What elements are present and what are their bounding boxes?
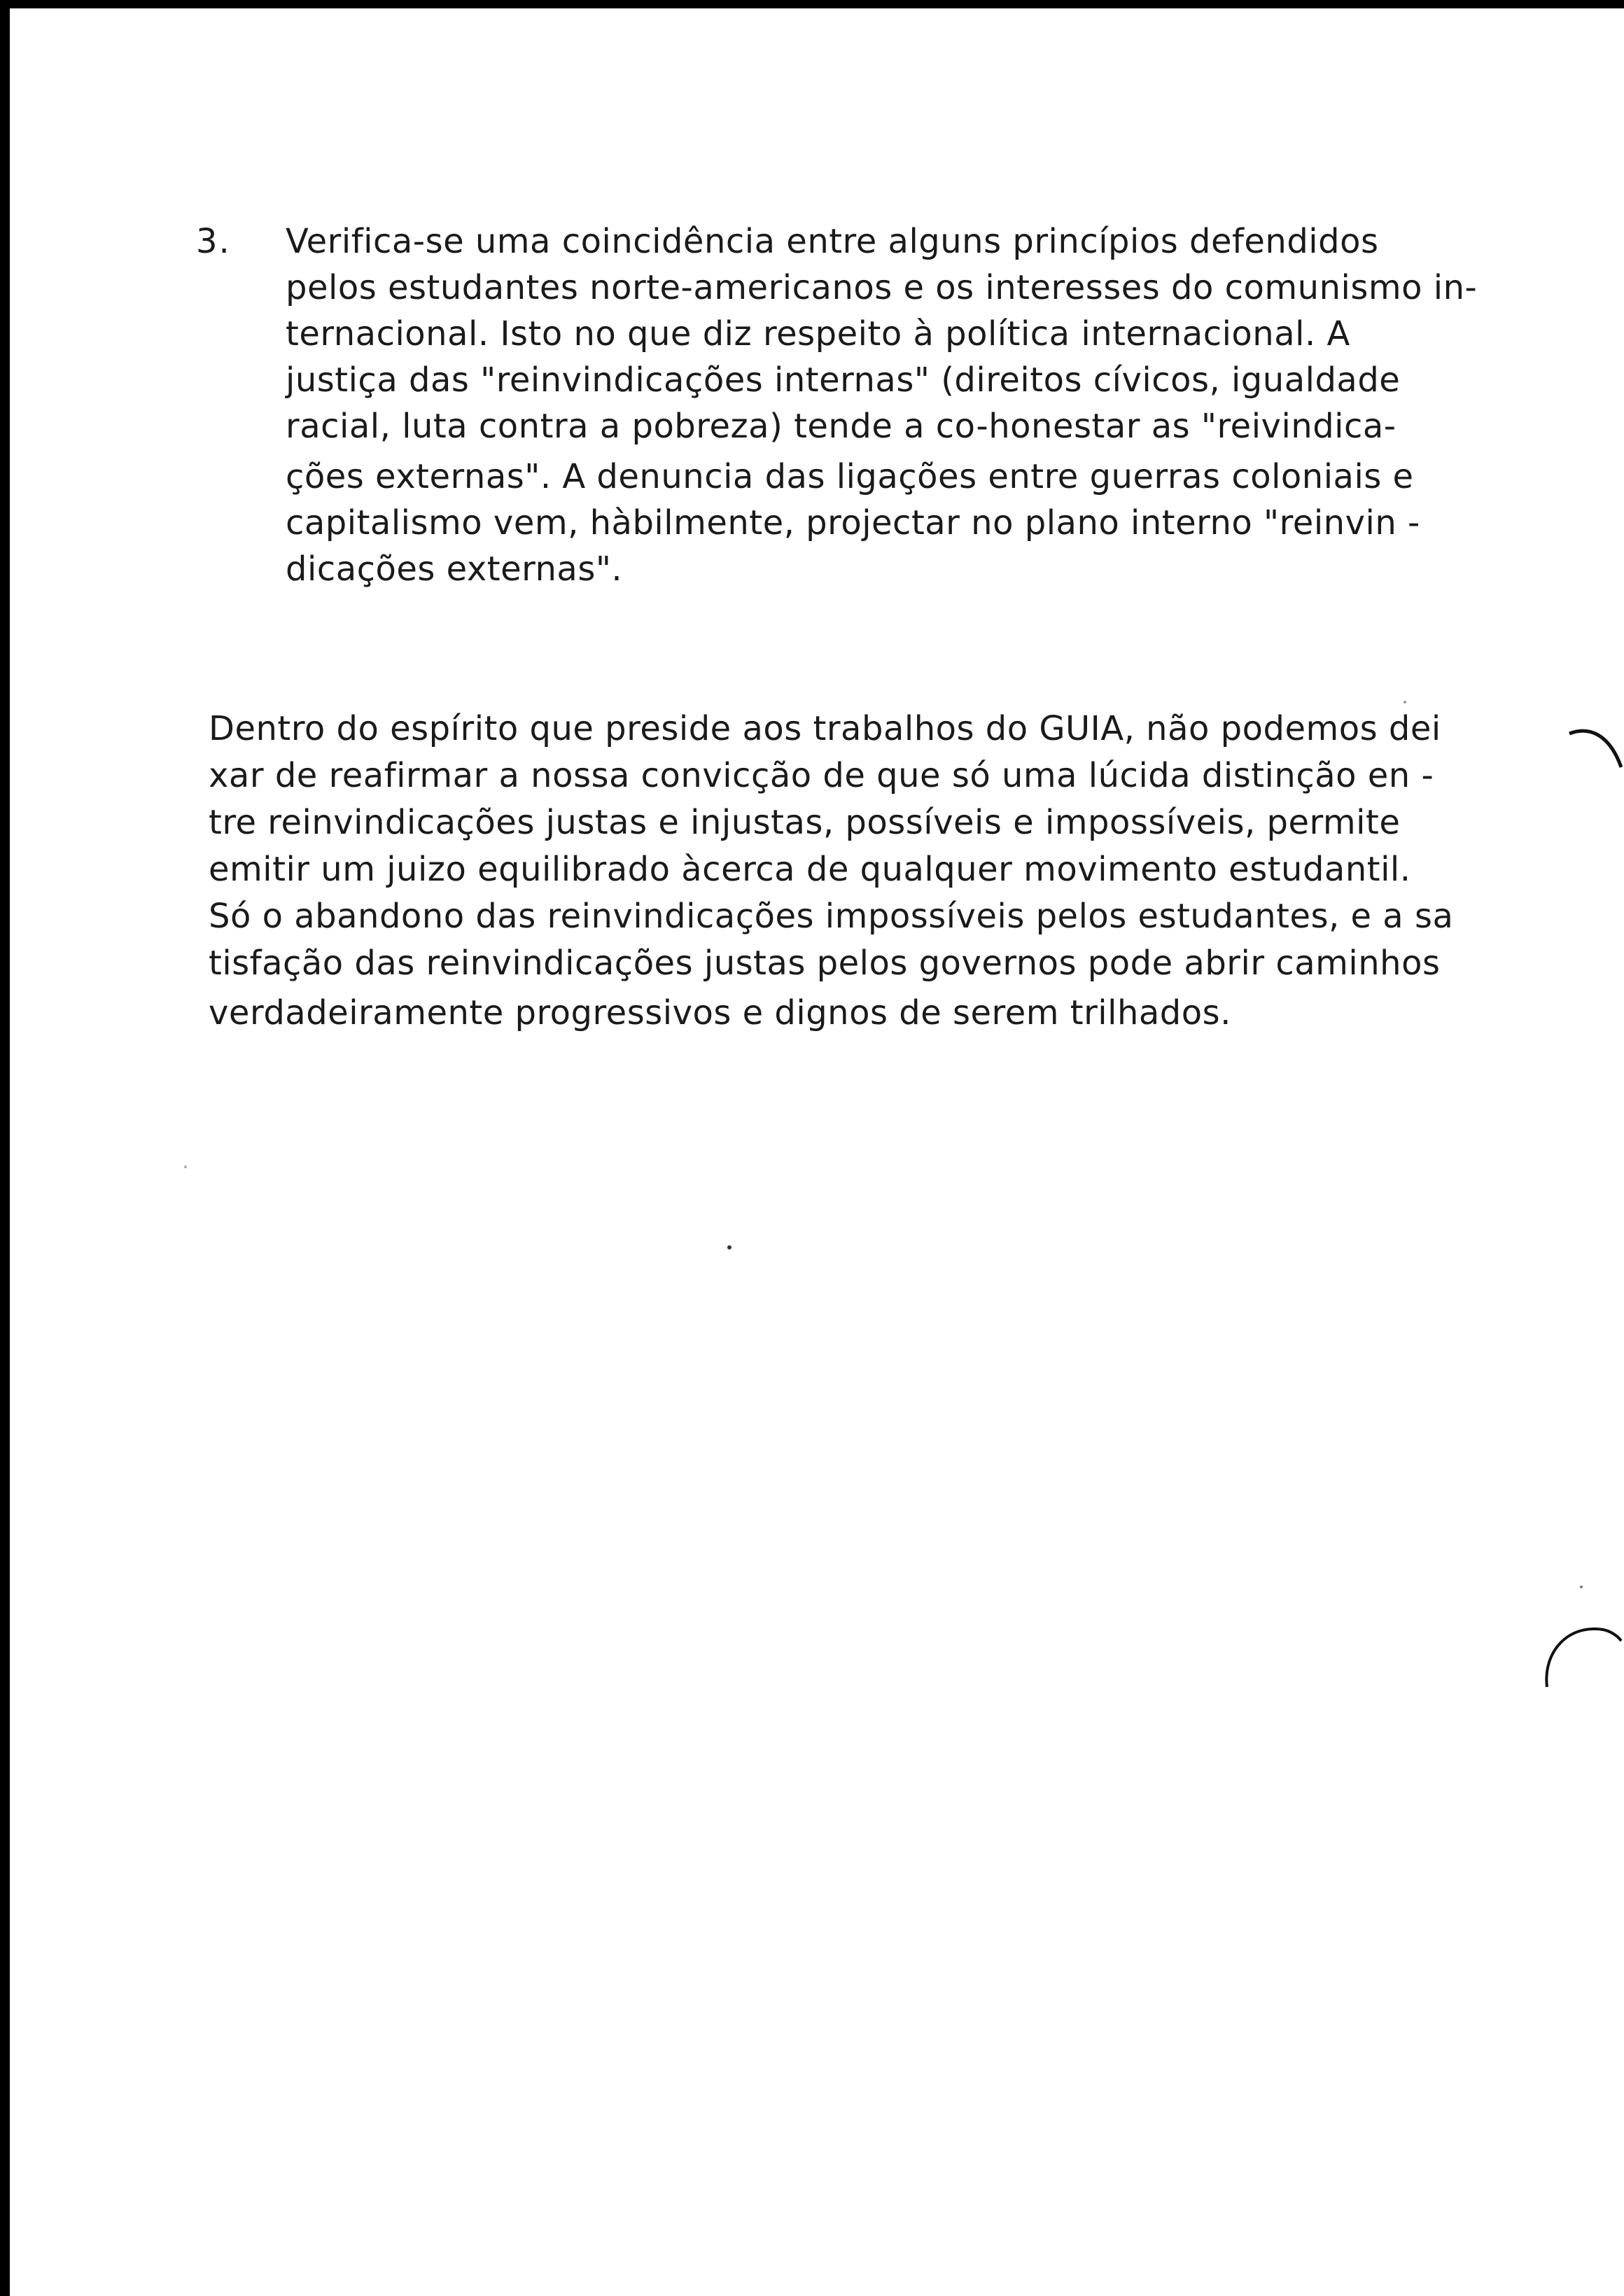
item-text — [286, 218, 1546, 592]
binder-hole-mark-upper — [1567, 725, 1624, 802]
speck — [1403, 700, 1407, 704]
speck — [727, 1245, 732, 1250]
item-line: ções externas". A denuncia das ligações entre guerras coloniais e — [286, 457, 1414, 496]
closing-paragraph — [209, 706, 1539, 1037]
item-line: pelos estudantes norte-americanos e os interesses do comunismo in- — [286, 268, 1478, 307]
paragraph-line: xar de reafirmar a nossa convicção de que só uma lúcida distinção en - — [209, 756, 1434, 795]
speck — [183, 1165, 188, 1169]
item-line: justiça das "reinvindicações internas" (direitos cívicos, igualdade — [286, 360, 1401, 400]
speck — [1579, 1585, 1583, 1589]
binder-hole-mark-lower — [1540, 1610, 1624, 1694]
item-line: racial, luta contra a pobreza) tende a co-honestar as "reivindica- — [286, 407, 1396, 446]
paragraph-line: Dentro do espírito que preside aos trabalhos do GUIA, não podemos dei — [209, 709, 1441, 748]
paragraph-line: tre reinvindicações justas e injustas, possíveis e impossíveis, permite — [209, 803, 1401, 842]
paragraph-line: tisfação das reinvindicações justas pelos governos pode abrir caminhos — [209, 944, 1441, 983]
paragraph-line: Só o abandono das reinvindicações impossíveis pelos estudantes, e a sa — [209, 897, 1454, 936]
item-line: ternacional. Isto no que diz respeito à política internacional. A — [286, 314, 1350, 354]
item-number: 3. — [196, 222, 231, 261]
item-line: capitalismo vem, hàbilmente, projectar no plano interno "reinvin - — [286, 503, 1420, 542]
page-border-top — [0, 0, 1624, 8]
item-line: dicações externas". — [286, 550, 623, 589]
page-border-left — [0, 0, 10, 2296]
paragraph-line: emitir um juizo equilibrado àcerca de qualquer movimento estudantil. — [209, 850, 1411, 889]
item-line: Verifica-se uma coincidência entre alguns princípios defendidos — [286, 222, 1379, 261]
paragraph-line: verdadeiramente progressivos e dignos de serem trilhados. — [209, 993, 1231, 1032]
